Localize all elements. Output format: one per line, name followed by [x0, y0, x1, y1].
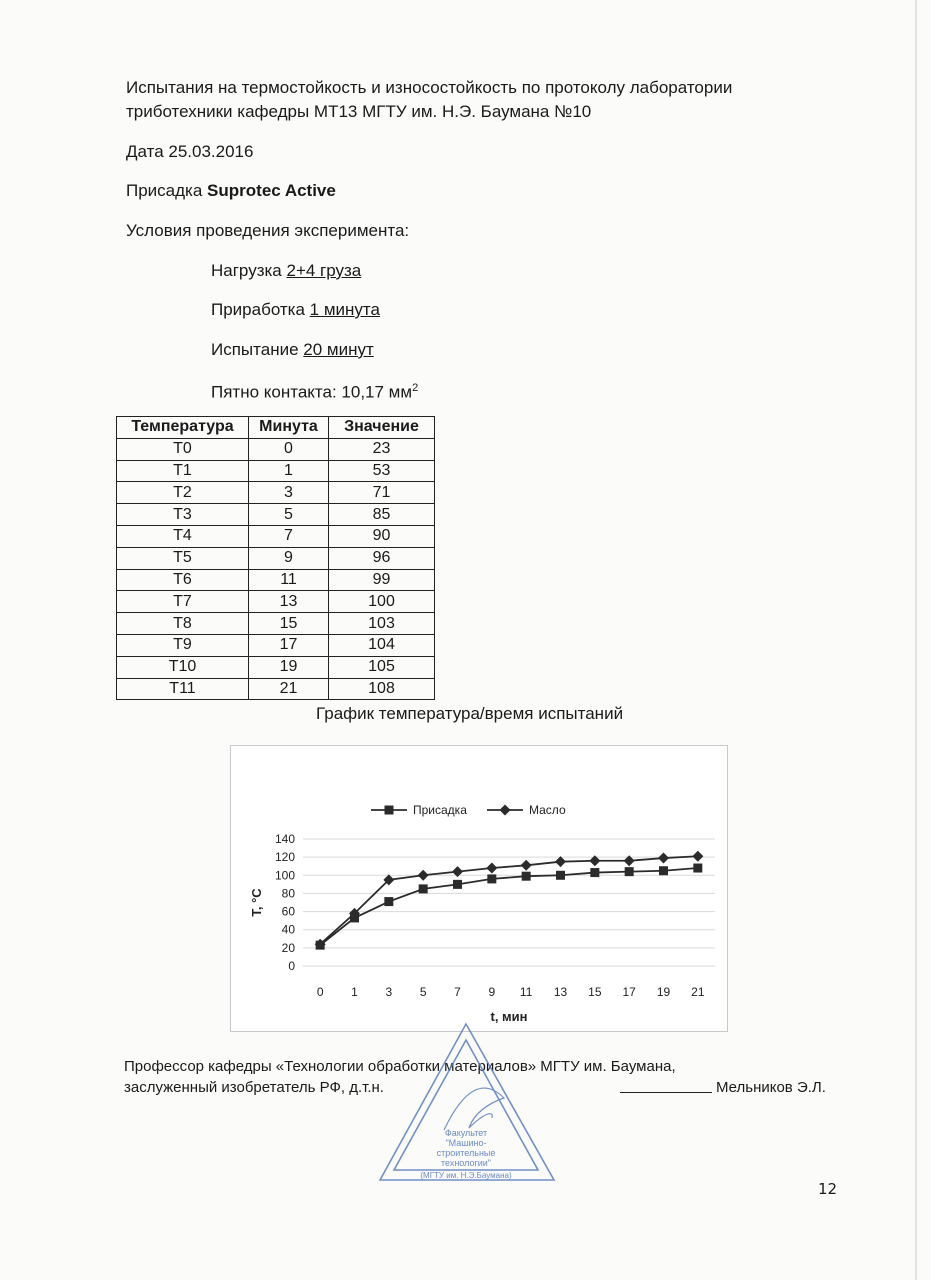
table-cell: 1 [249, 460, 329, 482]
x-tick-label: 0 [316, 985, 324, 999]
runin-line [211, 298, 380, 322]
test-line [211, 338, 374, 362]
table-row [117, 504, 435, 526]
contact-label: Пятно контакта: 10,17 мм [211, 382, 413, 402]
table-cell: T9 [117, 634, 249, 656]
footer-line-1: Профессор кафедры «Технологии обработки материалов» МГТУ им. Баумана, [124, 1058, 676, 1075]
table-cell: 96 [329, 547, 435, 569]
table-cell: T0 [117, 438, 249, 460]
signature-line [620, 1092, 712, 1093]
table-cell: T10 [117, 656, 249, 678]
table-cell: T1 [117, 460, 249, 482]
data-point-square [522, 872, 531, 881]
data-point-square [659, 866, 668, 875]
y-tick-label: 60 [281, 904, 295, 919]
scan-edge [915, 0, 917, 1280]
table-cell: 108 [329, 678, 435, 700]
x-tick-label: 13 [553, 985, 568, 999]
table-row [117, 591, 435, 613]
test-label: Испытание [211, 340, 304, 359]
temperature-table [116, 416, 435, 700]
table-cell: T8 [117, 613, 249, 635]
x-tick-label: 9 [488, 985, 496, 999]
table-cell: 17 [249, 634, 329, 656]
y-tick-label: 100 [274, 868, 295, 883]
table-cell: 105 [329, 656, 435, 678]
legend-label: Масло [529, 803, 566, 817]
table-cell: T4 [117, 525, 249, 547]
table-header-cell: Минута [249, 417, 329, 439]
data-point-diamond [692, 851, 703, 862]
data-point-diamond [658, 853, 669, 864]
data-point-square [487, 874, 496, 883]
x-tick-label: 3 [385, 985, 393, 999]
signer-name: Мельников Э.Л. [716, 1079, 826, 1096]
chart-frame [230, 745, 728, 1032]
data-point-diamond [555, 856, 566, 867]
data-point-square [419, 884, 428, 893]
load-value: 2+4 груза [286, 261, 362, 280]
table-cell: 13 [249, 591, 329, 613]
table-cell: T3 [117, 504, 249, 526]
data-point-diamond [521, 860, 532, 871]
data-point-square [384, 897, 393, 906]
table-cell: 11 [249, 569, 329, 591]
table-cell: T5 [117, 547, 249, 569]
table-row [117, 678, 435, 700]
additive-line [126, 179, 336, 203]
x-tick-label: 7 [454, 985, 461, 999]
data-point-square [625, 867, 634, 876]
y-tick-label: 140 [274, 832, 295, 846]
table-header-cell: Температура [117, 417, 249, 439]
table-cell: 71 [329, 482, 435, 504]
x-tick-label: 15 [588, 985, 602, 999]
legend-label: Присадка [413, 803, 467, 817]
table-header-cell: Значение [329, 417, 435, 439]
table-row [117, 547, 435, 569]
data-point-square [316, 941, 325, 950]
series-line-diamond [320, 856, 698, 944]
contact-line [211, 376, 418, 405]
test-value: 20 минут [303, 340, 374, 359]
header-line-2: триботехники кафедры МТ13 МГТУ им. Н.Э. Баумана №10 [126, 102, 592, 121]
faculty-stamp [374, 1018, 562, 1188]
runin-label: Приработка [211, 300, 310, 319]
y-tick-label: 20 [281, 940, 295, 955]
date-line: Дата 25.03.2016 [126, 142, 254, 161]
data-point-square [453, 880, 462, 889]
data-point-square [590, 868, 599, 877]
table-cell: 85 [329, 504, 435, 526]
data-point-square [350, 913, 359, 922]
load-line [211, 259, 361, 283]
stamp-line: (МГТУ им. Н.Э.Баумана) [420, 1171, 512, 1180]
table-row [117, 460, 435, 482]
y-tick-label: 80 [281, 886, 295, 901]
x-tick-label: 1 [351, 985, 358, 999]
table-cell: T11 [117, 678, 249, 700]
data-point-diamond [418, 870, 429, 881]
runin-value: 1 минута [309, 300, 380, 319]
load-label: Нагрузка [211, 261, 287, 280]
x-tick-label: 21 [691, 985, 705, 999]
additive-name: Suprotec Active [207, 181, 336, 200]
table-cell: 53 [329, 460, 435, 482]
contact-sup: 2 [412, 382, 419, 394]
chart-caption: График температура/время испытаний [316, 704, 624, 723]
conditions-label: Условия проведения эксперимента: [126, 221, 410, 240]
data-point-diamond [486, 863, 497, 874]
additive-label: Присадка [126, 181, 208, 200]
x-tick-label: 5 [419, 985, 427, 999]
temperature-time-chart [231, 746, 727, 1031]
data-point-square [556, 871, 565, 880]
table-cell: 21 [249, 678, 329, 700]
x-tick-label: 19 [656, 985, 671, 999]
footer-line-2: заслуженный изобретатель РФ, д.т.н. [124, 1079, 384, 1096]
table-cell: 15 [249, 613, 329, 635]
table-row [117, 438, 435, 460]
y-tick-label: 0 [288, 959, 295, 973]
y-tick-label: 120 [274, 850, 295, 865]
table-cell: 9 [249, 547, 329, 569]
x-axis-title: t, мин [490, 1009, 528, 1024]
stamp-line: "Машино- [445, 1138, 487, 1148]
table-cell: 104 [329, 634, 435, 656]
table-cell: T2 [117, 482, 249, 504]
table-cell: 19 [249, 656, 329, 678]
table-cell: 0 [249, 438, 329, 460]
stamp-line: технологии" [441, 1158, 491, 1168]
x-tick-label: 17 [622, 985, 636, 999]
table-cell: 5 [249, 504, 329, 526]
legend-marker-square [385, 806, 394, 815]
table-cell: 100 [329, 591, 435, 613]
table-cell: 99 [329, 569, 435, 591]
table-cell: 23 [329, 438, 435, 460]
table-row [117, 525, 435, 547]
table-cell: 3 [249, 482, 329, 504]
data-point-square [693, 864, 702, 873]
x-tick-label: 11 [519, 985, 533, 999]
table-header-row [117, 417, 435, 439]
table-cell: 90 [329, 525, 435, 547]
series-line-square [320, 868, 698, 945]
table-row [117, 634, 435, 656]
table-cell: 103 [329, 613, 435, 635]
header-line-1: Испытания на термостойкость и износостойкость по протоколу лаборатории [126, 78, 733, 97]
table-cell: T6 [117, 569, 249, 591]
stamp-line: строительные [436, 1148, 496, 1158]
y-tick-label: 40 [281, 922, 295, 937]
legend-marker-diamond [500, 805, 511, 816]
page-number: 12 [818, 1180, 838, 1198]
table-cell: 7 [249, 525, 329, 547]
table-cell: T7 [117, 591, 249, 613]
y-axis-title: T, °C [249, 888, 264, 917]
stamp-line: Факультет [444, 1128, 488, 1138]
table-row [117, 569, 435, 591]
table-row [117, 656, 435, 678]
table-row [117, 613, 435, 635]
table-row [117, 482, 435, 504]
